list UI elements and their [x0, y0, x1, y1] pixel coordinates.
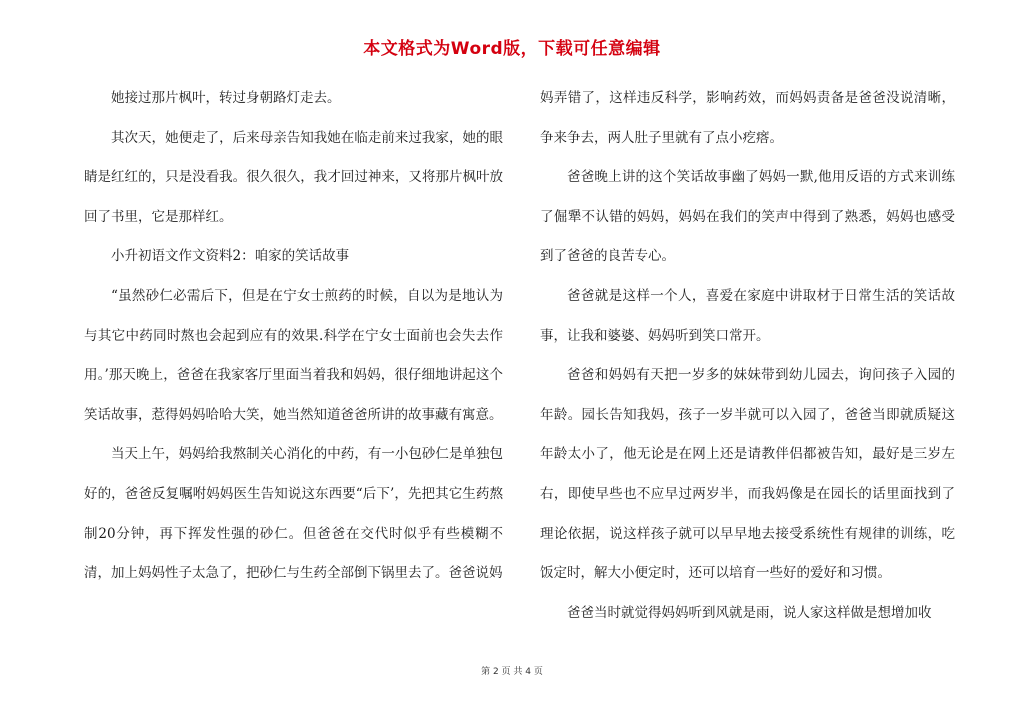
paragraph-continuation: 妈弄错了，这样违反科学，影响药效，而妈妈责备是爸爸没说清晰，争来争去，两人肚子里就有了点小疙瘩。 — [540, 90, 955, 146]
paragraph: 她接过那片枫叶，转过身朝路灯走去。 — [111, 90, 341, 106]
paragraph: 其次天，她便走了，后来母亲告知我她在临走前来过我家，她的眼睛是红红的，只是没看我。很久很久，我才回过神来，又将那片枫叶放回了书里，它是那样红。 — [84, 129, 503, 225]
paragraph: 当天上午，妈妈给我熬制关心消化的中药，有一小包砂仁是单独包好的，爸爸反复嘱咐妈妈医生告知说这东西要“后下’，先把其它生药熬制20分钟，再下挥发性强的砂仁。但爸爸在交代时似乎有些模糊不清，加上妈妈性子太急了，把砂仁与生药全部倒下锅里去了。爸爸说妈 — [84, 446, 503, 582]
page-number: 第 2 页 共 4 页 — [481, 667, 543, 677]
right-text-column — [540, 79, 955, 633]
paragraph: 爸爸当时就觉得妈妈听到风就是雨，说人家这样做是想增加收 — [567, 604, 932, 621]
paragraph: 爸爸晚上讲的这个笑话故事幽了妈妈一默,他用反语的方式来训练了倔犟不认错的妈妈，妈妈在我们的笑声中得到了熟悉，妈妈也感受到了爸爸的良苦专心。 — [540, 169, 955, 265]
paragraph: “虽然砂仁必需后下，但是在宁女士煎药的时候，自以为是地认为与其它中药同时熬也会起到应有的效果.科学在宁女士面前也会失去作用。’那天晚上，爸爸在我家客厅里面当着我和妈妈，很仔细地讲起这个笑话故事，惹得妈妈哈哈大笑，她当然知道爸爸所讲的故事藏有寓意。 — [84, 287, 503, 423]
left-text-column — [84, 79, 503, 594]
download-banner: 本文格式为Word版，下载可任意编辑 — [363, 39, 661, 59]
paragraph: 爸爸和妈妈有天把一岁多的妹妹带到幼儿园去，询问孩子入园的年龄。园长告知我妈，孩子一岁半就可以入园了，爸爸当即就质疑这年龄太小了，他无论是在网上还是请教伴侣都被告知，最好是三岁左右，即使早些也不应早过两岁半，而我妈像是在园长的话里面找到了理论依据，说这样孩子就可以早早地去接受系统性有规律的训练，吃饭定时，解大小便定时，还可以培育一些好的爱好和习惯。 — [540, 367, 955, 582]
section-heading: 小升初语文作文资料2：咱家的笑话故事 — [111, 248, 350, 265]
paragraph: 爸爸就是这样一个人，喜爱在家庭中讲取材于日常生活的笑话故事，让我和婆婆、妈妈听到笑口常开。 — [540, 287, 955, 344]
